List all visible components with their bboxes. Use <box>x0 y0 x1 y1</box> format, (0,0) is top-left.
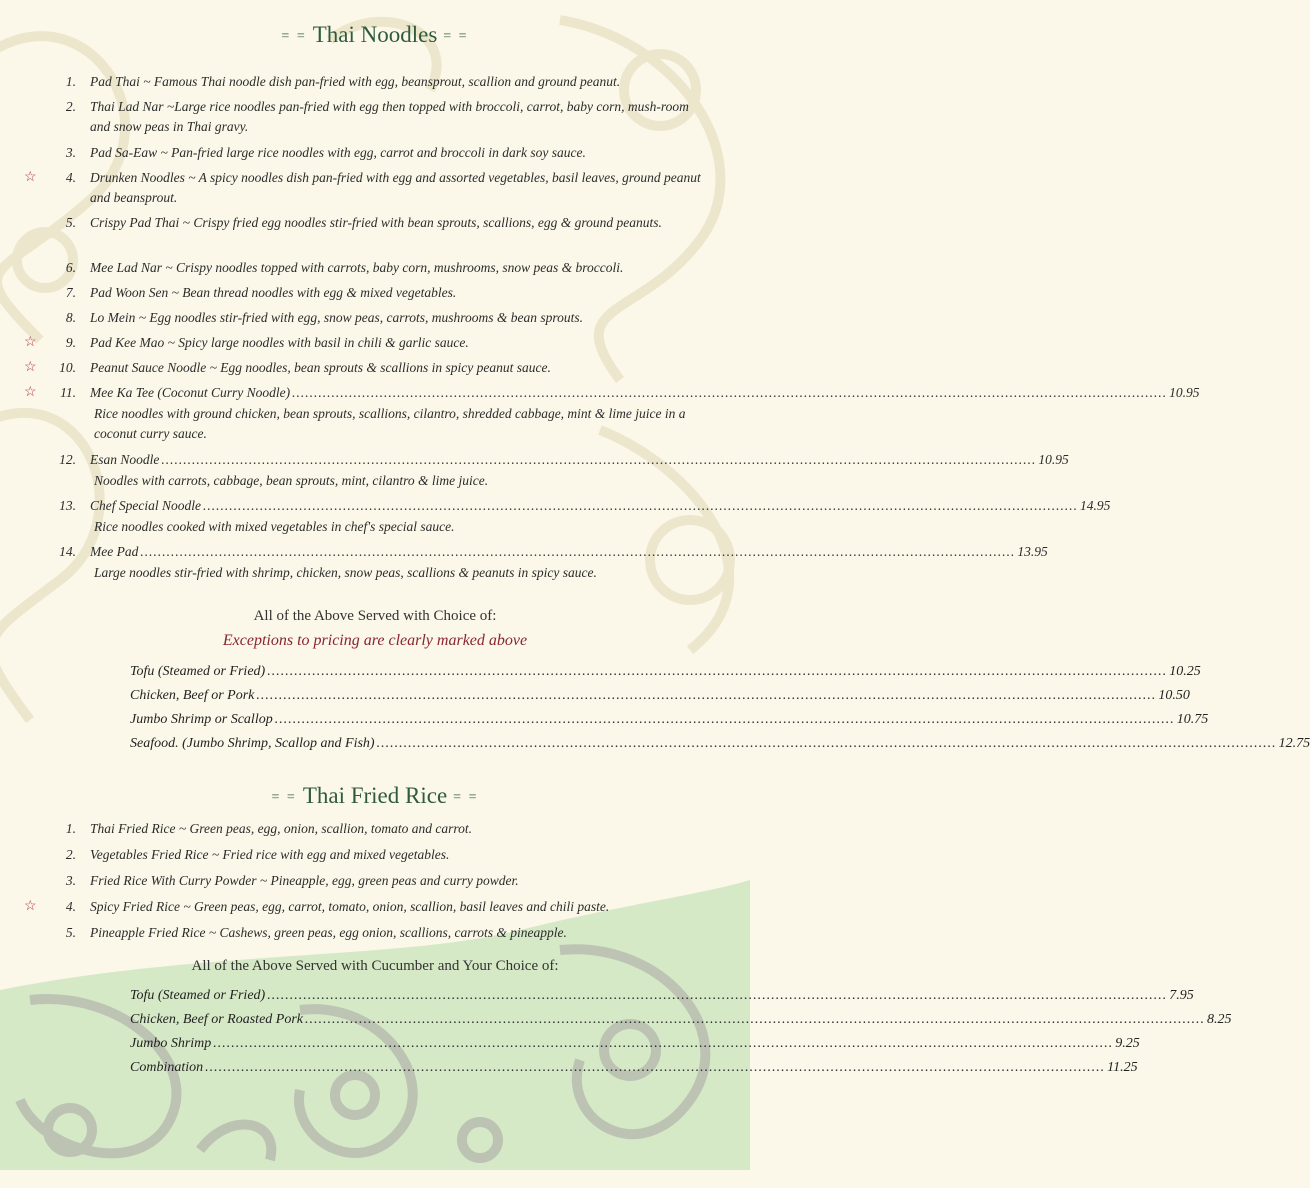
price-row <box>130 736 1310 752</box>
item-line <box>90 496 1111 516</box>
item-number: 14. <box>59 544 76 559</box>
price-row <box>130 1012 1232 1028</box>
spicy-star-icon: ☆ <box>24 360 37 375</box>
price-option-name: Chicken, Beef or Pork <box>130 688 255 703</box>
spicy-star-icon: ☆ <box>24 899 37 914</box>
item-text: Pad Kee Mao ~ Spicy large noodles with basil in chili & garlic sauce. <box>90 335 469 350</box>
separator: ~ <box>208 847 223 862</box>
price-value: 9.25 <box>1115 1036 1140 1051</box>
item-line <box>90 450 1069 470</box>
item-name: Thai Fried Rice <box>90 821 176 836</box>
price-value: 12.75 <box>1278 736 1310 751</box>
item-description: Rice noodles cooked with mixed vegetables in chef's special sauce. <box>94 519 455 534</box>
item-description: Green peas, egg, carrot, tomato, onion, scallion, basil leaves and chili paste. <box>194 899 610 914</box>
item-name: Chef Special Noodle <box>90 498 201 513</box>
dot-leader: ........................................................................................................................................................................................................ <box>274 712 1175 727</box>
item-text: Mee Lad Nar ~ Crispy noodles topped with carrots, baby corn, mushrooms, snow peas & broccoli. <box>90 260 624 275</box>
item-text <box>90 819 710 839</box>
dot-leader: ........................................................................................................................................................................................................ <box>161 452 1037 467</box>
price-option-name: Seafood. (Jumbo Shrimp, Scallop and Fish) <box>130 736 375 751</box>
price-value: 10.25 <box>1169 664 1201 679</box>
item-number: 12. <box>59 452 76 467</box>
price-option-name: Chicken, Beef or Roasted Pork <box>130 1012 304 1027</box>
item-text: Thai Lad Nar ~Large rice noodles pan-fried with egg then topped with broccoli, carrot, baby corn, mush-room and snow peas in Thai gravy. <box>90 99 689 134</box>
dot-leader: ........................................................................................................................................................................................................ <box>267 988 1168 1003</box>
price-value: 7.95 <box>1169 988 1194 1003</box>
item-text: Pad Thai ~ Famous Thai noodle dish pan-fried with egg, beansprout, scallion and ground peanut. <box>90 74 621 89</box>
item-name: Fried Rice With Curry Powder <box>90 873 257 888</box>
price-value: 10.50 <box>1158 688 1190 703</box>
dot-leader: ........................................................................................................................................................................................................ <box>213 1036 1114 1051</box>
noodles-title: = = Thai Noodles = = <box>281 22 469 47</box>
dot-leader: ........................................................................................................................................................................................................ <box>256 688 1157 703</box>
price-row <box>130 664 1201 680</box>
item-text <box>90 923 710 943</box>
item-number: 1. <box>65 821 76 836</box>
price-value: 8.25 <box>1207 1012 1232 1027</box>
item-price: 10.95 <box>1169 385 1200 400</box>
item-number: 4. <box>65 170 76 185</box>
item-name: Mee Ka Tee (Coconut Curry Noodle) <box>90 385 291 400</box>
item-line <box>90 383 1200 403</box>
item-text <box>90 845 710 865</box>
item-text: Pad Sa-Eaw ~ Pan-fried large rice noodles with egg, carrot and broccoli in dark soy sauce. <box>90 145 586 160</box>
price-row <box>130 712 1209 728</box>
dot-leader: ........................................................................................................................................................................................................ <box>140 544 1016 559</box>
item-text: Crispy Pad Thai ~ Crispy fried egg noodles stir-fried with bean sprouts, scallions, egg & ground peanuts. <box>90 215 662 230</box>
price-option-name: Tofu (Steamed or Fried) <box>130 664 266 679</box>
price-option-name: Combination <box>130 1060 204 1075</box>
item-description: Noodles with carrots, cabbage, bean sprouts, mint, cilantro & lime juice. <box>94 473 489 488</box>
item-price: 13.95 <box>1017 544 1048 559</box>
item-number: 6. <box>65 260 76 275</box>
noodles-choice-note: All of the Above Served with Choice of: <box>253 608 497 624</box>
spicy-star-icon: ☆ <box>24 335 37 350</box>
item-price: 14.95 <box>1079 498 1111 513</box>
item-number: 3. <box>65 873 76 888</box>
item-number: 11. <box>60 385 76 400</box>
item-description: Pineapple, egg, green peas and curry powder. <box>270 873 519 888</box>
item-text: Peanut Sauce Noodle ~ Egg noodles, bean sprouts & scallions in spicy peanut sauce. <box>90 360 551 375</box>
item-text: Drunken Noodles ~ A spicy noodles dish pan-fried with egg and assorted vegetables, basil leaves, ground peanut and beansprout. <box>90 170 701 205</box>
dot-leader: ........................................................................................................................................................................................................ <box>202 498 1078 513</box>
item-description: Large noodles stir-fried with shrimp, chicken, snow peas, scallions & peanuts in spicy sauce. <box>94 565 597 580</box>
dot-leader: ........................................................................................................................................................................................................ <box>292 385 1168 400</box>
item-text <box>90 871 710 891</box>
item-number: 5. <box>65 925 76 940</box>
dot-leader: ........................................................................................................................................................................................................ <box>305 1012 1206 1027</box>
item-description: Fried rice with egg and mixed vegetables. <box>222 847 450 862</box>
item-number: 7. <box>65 285 76 300</box>
separator: ~ <box>256 873 271 888</box>
item-line <box>90 542 1048 562</box>
item-number: 13. <box>59 498 76 513</box>
item-price: 10.95 <box>1038 452 1069 467</box>
item-name: Mee Pad <box>90 544 139 559</box>
price-row <box>130 688 1190 704</box>
price-row <box>130 1060 1138 1076</box>
fried-rice-title: = = Thai Fried Rice = = <box>271 783 479 808</box>
item-description: Cashews, green peas, egg onion, scallions, carrots & pineapple. <box>219 925 567 940</box>
item-number: 9. <box>65 335 76 350</box>
item-name: Vegetables Fried Rice <box>90 847 209 862</box>
item-description: Rice noodles with ground chicken, bean sprouts, scallions, cilantro, shredded cabbage, mint & lime juice in a coconut curry sauce. <box>94 406 686 441</box>
separator: ~ <box>175 821 190 836</box>
item-name: Spicy Fried Rice <box>90 899 180 914</box>
item-name: Esan Noodle <box>90 452 160 467</box>
spicy-star-icon: ☆ <box>24 385 37 400</box>
price-value: 10.75 <box>1176 712 1209 727</box>
dot-leader: ........................................................................................................................................................................................................ <box>376 736 1277 751</box>
item-number: 2. <box>65 99 76 114</box>
item-text <box>90 897 710 917</box>
item-number: 1. <box>65 74 76 89</box>
dot-leader: ........................................................................................................................................................................................................ <box>267 664 1168 679</box>
dot-leader: ........................................................................................................................................................................................................ <box>205 1060 1106 1075</box>
item-name: Pineapple Fried Rice <box>90 925 206 940</box>
price-row <box>130 1036 1140 1052</box>
price-option-name: Tofu (Steamed or Fried) <box>130 988 266 1003</box>
price-option-name: Jumbo Shrimp <box>130 1036 212 1051</box>
price-value: 11.25 <box>1107 1060 1138 1075</box>
spicy-star-icon: ☆ <box>24 170 37 185</box>
item-number: 3. <box>65 145 76 160</box>
price-row <box>130 988 1194 1004</box>
item-number: 4. <box>65 899 76 914</box>
item-description: Green peas, egg, onion, scallion, tomato and carrot. <box>189 821 473 836</box>
item-number: 2. <box>65 847 76 862</box>
separator: ~ <box>179 899 195 914</box>
exception-note: Exceptions to pricing are clearly marked above <box>222 632 528 649</box>
item-number: 5. <box>65 215 76 230</box>
item-number: 10. <box>59 360 76 375</box>
item-number: 8. <box>65 310 76 325</box>
item-text: Pad Woon Sen ~ Bean thread noodles with egg & mixed vegetables. <box>90 285 457 300</box>
fried-rice-choice-note: All of the Above Served with Cucumber and Your Choice of: <box>191 958 559 974</box>
item-text: Lo Mein ~ Egg noodles stir-fried with egg, snow peas, carrots, mushrooms & bean sprouts. <box>90 310 584 325</box>
price-option-name: Jumbo Shrimp or Scallop <box>130 712 273 727</box>
separator: ~ <box>205 925 220 940</box>
